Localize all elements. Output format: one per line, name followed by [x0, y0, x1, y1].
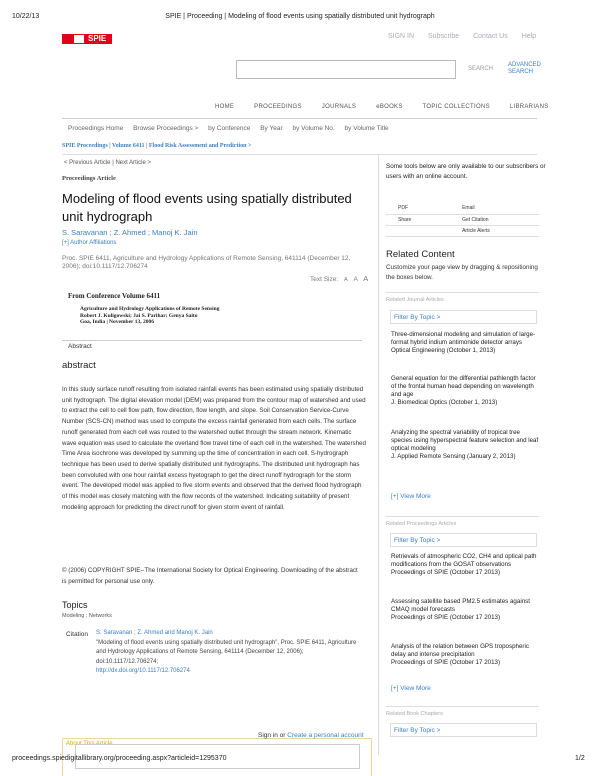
abstract-text: In this study surface runoff resulting from isolated rainfall events has been estimated using spatially distributed unit hydrograph. The digital elevation model (DEM) was prepared from the contour map of watershed and used to extract the cell to cell flow path, flow direction, flow length, and slope. Soil Conservation Service-Curve Number (SCS-CN) method was used to compute the excess rainfall generated from each cells. The surface runoff generated from each cell was routed to the watershed outlet through the stream network. Kinematic wave equation was used to calculate the overland flow travel time of each cell in the watershed. The watershed Time Area isochrone was developed by summing up the time of concentration in each cell. S-hydrograph technique has been used to derive spatially distributed unit hydrographs. The distributed unit hydrograph has been convoluted with one hour rainfall excess hyetograph to get the direct runoff hydrograph for the storm event. The developed model was applied to five storm events and observed that the derived flood hydrograph of this model was closely matching with the flow records of the watershed. Indicating suitability of present modeling approach for predicting the direct runoff for given storm event of rainfall. [62, 386, 366, 511]
copyright-notice: © (2006) COPYRIGHT SPIE--The International Society for Optical Engineering. Downloading of the abstract is permitted for personal use only. [62, 567, 358, 585]
top-links [388, 33, 548, 40]
related-article-source: Proceedings of SPIE (October 17 2013) [391, 659, 501, 666]
empty-tool-cell [386, 225, 450, 236]
citation-authors[interactable]: S. Saravanan ; Z. Ahmed and Manoj K. Jain [96, 630, 213, 636]
nav-topic-collections[interactable]: TOPIC COLLECTIONS [422, 104, 490, 110]
share-tool[interactable]: Share [386, 214, 450, 225]
text-size-medium[interactable]: A [353, 276, 358, 283]
journal-filter-by-topic[interactable]: Filter By Topic > [390, 310, 537, 324]
conference-heading: From Conference Volume 6411 [68, 292, 161, 300]
breadcrumb[interactable]: SPIE Proceedings | Volume 6411 | Flood Risk Assessment and Prediction > [62, 143, 252, 149]
conference-location: Goa, India | November 13, 2006 [80, 319, 154, 325]
related-article-title[interactable]: Analyzing the spectral variability of tropical tree species using hyperspectral feature selection and leaf optical modeling [391, 429, 539, 452]
proceedings-view-more[interactable]: [+] View More [391, 685, 431, 692]
email-tool[interactable]: Email [450, 203, 539, 214]
advanced-search-line2: SEARCH [508, 69, 534, 75]
citation-label: Citation [66, 631, 89, 638]
related-article-title[interactable]: Three-dimensional modeling and simulation of large-format hybrid indium antimonide detector arrays [391, 331, 536, 346]
conference-title-link[interactable]: Agriculture and Hydrology Applications of Remote Sensing [80, 306, 220, 312]
nav-home[interactable]: HOME [215, 104, 235, 110]
text-size-small[interactable]: A [344, 277, 348, 283]
topics-list[interactable]: Modeling ; Networks [62, 613, 112, 619]
footer-page-number: 1/2 [575, 755, 585, 762]
spie-logo[interactable] [62, 34, 112, 44]
conference-editors: Robert J. Kuligowski; Jai S. Parihar; Genya Saito [80, 312, 198, 319]
subnav-by-volume-title[interactable]: by Volume Title [344, 125, 389, 132]
abstract-tab-label: Abstract [68, 343, 92, 350]
advanced-search-link[interactable] [508, 62, 541, 76]
related-content-description: Customize your page view by dragging & repositioning the boxes below. [386, 264, 538, 281]
author-affiliations-toggle[interactable]: [+] Author Affiliations [62, 240, 117, 246]
contact-link[interactable]: Contact Us [473, 33, 508, 40]
related-books-label: Related Book Chapters [386, 706, 539, 717]
list-item[interactable] [391, 429, 541, 461]
create-account-link[interactable]: Create a personal account [287, 732, 364, 739]
citation [96, 629, 366, 677]
abstract-tab[interactable] [62, 340, 362, 352]
text-size-large[interactable]: A [363, 274, 369, 283]
divider [62, 154, 537, 155]
prev-next-nav [64, 160, 151, 166]
subnav-by-conference[interactable]: by Conference [208, 125, 251, 132]
list-item[interactable] [391, 598, 541, 622]
subnav-by-volume-no[interactable]: by Volume No. [292, 125, 335, 132]
next-article-link[interactable]: Next Article > [115, 160, 151, 166]
signin-text[interactable]: Sign in or [258, 732, 286, 739]
prev-next-separator: | [112, 160, 114, 166]
related-article-title[interactable]: Retrievals of atmospheric CO2, CH4 and optical path modifications from the GOSAT observations [391, 553, 537, 568]
related-article-source: J. Biomedical Optics (October 1, 2013) [391, 399, 498, 406]
signin-prompt [258, 732, 364, 739]
print-header [0, 13, 600, 23]
get-citation-tool[interactable]: Get Citation [450, 214, 539, 225]
conference-details [80, 306, 219, 326]
page-title: Modeling of flood events using spatially distributed unit hydrograph [62, 191, 352, 224]
related-journal-label: Related Journal Articles [386, 292, 539, 303]
help-link[interactable]: Help [521, 33, 537, 40]
related-article-title[interactable]: Analysis of the relation between GPS tropospheric delay and intense precipitation [391, 643, 529, 658]
related-article-source: Proceedings of SPIE (October 17 2013) [391, 569, 501, 576]
pdf-tool[interactable]: PDF [386, 203, 450, 214]
print-title: SPIE | Proceeding | Modeling of flood events using spatially distributed unit hydrograph [165, 13, 435, 20]
nav-proceedings[interactable]: PROCEEDINGS [254, 104, 302, 110]
subnav-by-year[interactable]: By Year [260, 125, 283, 132]
divider [62, 118, 537, 119]
logo-mark-icon [74, 35, 84, 43]
related-article-source: Proceedings of SPIE (October 17 2013) [391, 614, 501, 621]
proceedings-filter-by-topic[interactable]: Filter By Topic > [390, 533, 537, 547]
subnav-browse[interactable]: Browse Proceedings > [133, 125, 199, 132]
subscriber-notice: Some tools below are only available to our subscribers or users with an online account. [386, 163, 546, 180]
related-content-heading: Related Content [386, 249, 455, 260]
article-type: Proceedings Article [62, 175, 116, 182]
text-size-label: Text Size: [310, 276, 339, 283]
list-item[interactable] [391, 643, 541, 667]
list-item[interactable] [391, 375, 541, 407]
search-button[interactable]: SEARCH [468, 66, 494, 72]
article-tools [386, 203, 539, 237]
related-article-source: Optical Engineering (October 1, 2013) [391, 347, 496, 354]
main-nav [215, 104, 567, 110]
related-proceedings-label: Related Proceedings Articles [386, 516, 539, 527]
abstract-heading: abstract [62, 360, 96, 371]
prev-article-link[interactable]: < Previous Article [64, 160, 111, 166]
journal-view-more[interactable]: [+] View More [391, 493, 431, 500]
nav-ebooks[interactable]: eBOOKS [376, 104, 403, 110]
signin-link[interactable]: SIGN IN [388, 33, 415, 40]
citation-doi-link[interactable]: http://dx.doi.org/10.1117/12.706274 [96, 668, 190, 674]
nav-journals[interactable]: JOURNALS [321, 104, 357, 110]
subscribe-link[interactable]: Subscribe [428, 33, 460, 40]
list-item[interactable] [391, 553, 541, 577]
sidebar-divider [378, 155, 379, 755]
text-size-control [310, 274, 368, 283]
sub-nav [68, 125, 397, 132]
proceeding-info: Proc. SPIE 6411, Agriculture and Hydrology Applications of Remote Sensing, 641114 (December 12, 2006); doi:10.1117/12.706274 [62, 255, 351, 270]
article-alerts-tool[interactable]: Article Alerts [450, 225, 539, 236]
footer-url: proceedings.spiedigitallibrary.org/proceeding.aspx?articleid=1295370 [12, 755, 227, 762]
citation-body: "Modeling of flood events using spatially distributed unit hydrograph", Proc. SPIE 6411, Agriculture and Hydrology Applications of Remote Sensing, 641114 (December 12, 2006); doi:10.1117/12.706274; [96, 639, 357, 665]
related-article-title[interactable]: General equation for the differential pathlength factor of the frontal human head depending on wavelength and age [391, 375, 536, 398]
print-date: 10/22/13 [12, 13, 40, 20]
logo-text: SPIE [88, 34, 107, 43]
about-article-label[interactable]: About This Article [66, 741, 113, 747]
advanced-search-line1: ADVANCED [508, 62, 541, 68]
list-item[interactable] [391, 331, 541, 355]
related-article-title[interactable]: Assessing satellite based PM2.5 estimates against CMAQ model forecasts [391, 598, 530, 613]
subnav-proceedings-home[interactable]: Proceedings Home [68, 125, 124, 132]
authors-link[interactable]: S. Saravanan ; Z. Ahmed ; Manoj K. Jain [62, 228, 198, 237]
topics-heading: Topics [62, 600, 88, 610]
nav-librarians[interactable]: LIBRARIANS [509, 104, 549, 110]
search-input[interactable] [236, 60, 456, 79]
books-filter-by-topic[interactable]: Filter By Topic > [390, 723, 537, 737]
related-article-source: J. Applied Remote Sensing (January 2, 2013) [391, 453, 516, 460]
